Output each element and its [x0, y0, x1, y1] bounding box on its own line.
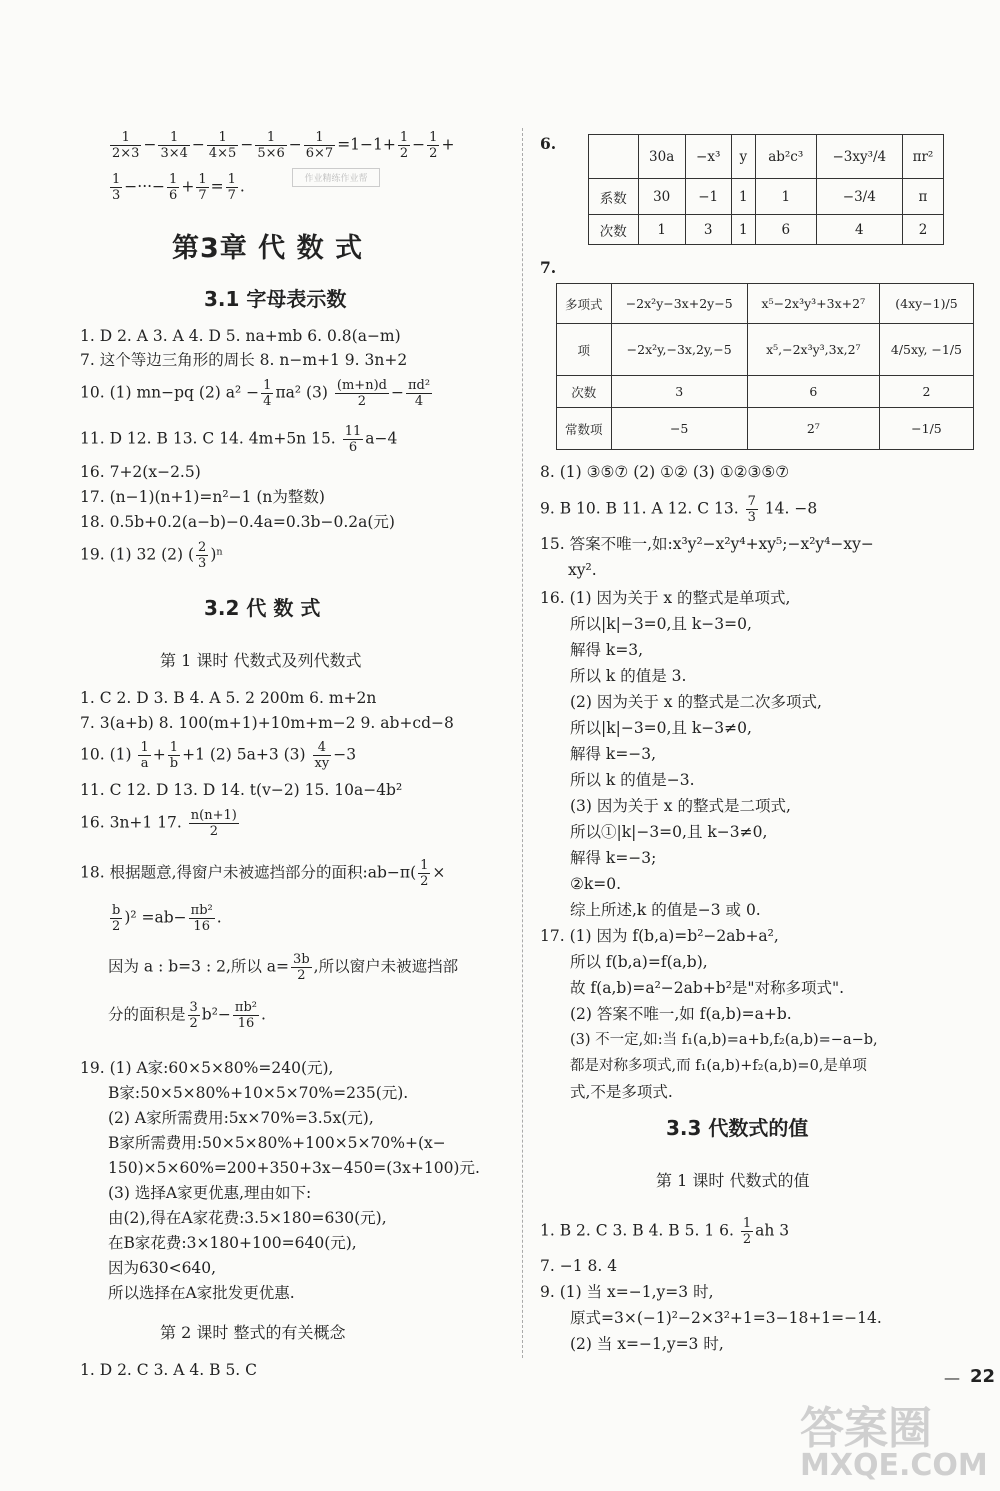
table-q7 — [556, 283, 974, 450]
answer-line: 都是对称多项式,而 f₁(a,b)+f₂(a,b)=0,是单项 — [570, 1058, 867, 1074]
answer-line: ②k=0. — [570, 875, 622, 893]
answer-line-18: 18. 根据题意,得窗户未被遮挡部分的面积:ab−π( $\frac{1}{2}$ × — [80, 858, 446, 889]
answer-line: 9. (1) 当 x=−1,y=3 时, — [540, 1283, 714, 1301]
column-divider — [522, 128, 523, 1358]
answer-line: 11. C 12. D 13. D 14. t(v−2) 15. 10a−4b² — [80, 781, 403, 799]
answer-line: 1. C 2. D 3. B 4. A 5. 2 200m 6. m+2n — [80, 689, 377, 707]
answer-line: 综上所述,k 的值是−3 或 0. — [570, 901, 761, 919]
answer-line: 解得 k=−3, — [570, 745, 657, 763]
answer-line-9: 9. B 10. B 11. A 12. C 13. $\frac{7}{3}$ 14. −8 — [540, 494, 818, 525]
answer-line: 150)×5×60%=200+350+3x−450=(3x+100)元. — [108, 1159, 480, 1177]
answer-line: 由(2),得在A家花费:3.5×180=630(元), — [108, 1209, 387, 1227]
table-q6 — [588, 134, 944, 245]
page-number: 22 — [970, 1366, 996, 1387]
table-cell: 30a — [638, 135, 685, 179]
answer-line-16: 16. (1) 因为关于 x 的整式是单项式, — [540, 589, 791, 607]
table-cell: 3 — [685, 215, 731, 245]
continuation-line-2: $\frac{1}{3}$ −···− $\frac{1}{6}$ + $\frac{1}{7}$ = $\frac{1}{7}$ . — [112, 172, 245, 203]
fraction: $\frac{1}{7}$ — [198, 172, 207, 203]
table-cell: πr² — [902, 135, 943, 179]
answer-line: 在B家花费:3×180+100=640(元), — [108, 1234, 357, 1252]
answer-line: (2) 答案不唯一,如 f(a,b)=a+b. — [570, 1005, 792, 1023]
answer-line: 所以|k|−3=0,且 k−3=0, — [570, 615, 752, 633]
fraction: $\frac{1}{3\times 4}$ — [160, 130, 188, 161]
answer-line: 8. (1) ③⑤⑦ (2) ①② (3) ①②③⑤⑦ — [540, 463, 790, 481]
table-cell: x⁵,−2x³y³,3x,2⁷ — [747, 324, 879, 376]
fraction: $\frac{1}{4\times 5}$ — [208, 130, 237, 161]
answer-line: 1. D 2. A 3. A 4. D 5. na+mb 6. 0.8(a−m) — [80, 327, 401, 345]
table-cell: 3 — [611, 376, 747, 408]
table-cell: 系数 — [589, 179, 639, 215]
answer-line: 所以 k 的值是 3. — [570, 667, 687, 685]
table-cell: 4 — [816, 215, 902, 245]
table-cell: y — [731, 135, 755, 179]
answer-line: 分的面积是 $\frac{3}{2}$ b²− $\frac{\text{πb²}}{16}$ . — [108, 1000, 266, 1031]
answer-line: 因为 a : b=3 : 2,所以 a= $\frac{3b}{2}$ ,所以窗户未被遮挡部 — [108, 952, 459, 983]
table-cell: x⁵−2x³y³+3x+2⁷ — [747, 284, 879, 324]
table-cell: 次数 — [557, 376, 612, 408]
section-title-3-1: 3.1 字母表示数 — [204, 287, 347, 311]
answer-line: 17. (n−1)(n+1)=n²−1 (n为整数) — [80, 488, 325, 506]
answer-line-10: 10. (1) mn−pq (2) a² − $\frac{1}{4}$ πa² (3) $\frac{(m+n)d}{2}$ − $\frac{\text{πd²}}{4}$ — [80, 378, 431, 409]
question-label: 7. — [540, 258, 557, 277]
lesson-title: 第 2 课时 整式的有关概念 — [160, 1323, 346, 1342]
chapter-title: 第3章 代 数 式 — [172, 233, 363, 264]
table-cell: −x³ — [685, 135, 731, 179]
answer-line: B家所需费用:50×5×80%+100×5×70%+(x− — [108, 1134, 446, 1152]
watermark-url: MXQE.COM — [800, 1448, 988, 1483]
answer-line: $\frac{b}{2}$ )² =ab− $\frac{\text{πb²}}{16}$ . — [112, 903, 222, 934]
table-cell — [589, 135, 639, 179]
table-cell: 次数 — [589, 215, 639, 245]
lesson-title: 第 1 课时 代数式及列代数式 — [160, 651, 362, 670]
table-cell: 常数项 — [557, 408, 612, 450]
table-cell: 6 — [755, 215, 816, 245]
question-label: 6. — [540, 134, 557, 153]
answer-line: (3) 因为关于 x 的整式是二项式, — [570, 797, 791, 815]
table-cell: 6 — [747, 376, 879, 408]
answer-line: 因为630<640, — [108, 1259, 217, 1277]
page-number-dash: — — [944, 1368, 960, 1387]
answer-line: (3) 选择A家更优惠,理由如下: — [108, 1184, 312, 1202]
continuation-line-1: $\frac{1}{2\times 3}$ − $\frac{1}{3\times 4}$ − $\frac{1}{4\times 5}$ − $\frac{1}{5\times 6}$ − $\frac{1}{6\times 7}$ =1−1+ $\frac{1}{2}$ − $\frac{1}{2}$ + — [112, 130, 455, 161]
table-cell: −3/4 — [816, 179, 902, 215]
answer-line: 18. 0.5b+0.2(a−b)−0.4a=0.3b−0.2a(元) — [80, 513, 395, 531]
answer-line: (2) 当 x=−1,y=3 时, — [570, 1335, 724, 1353]
answer-line: 原式=3×(−1)²−2×3²+1=3−18+1=−14. — [570, 1309, 882, 1327]
fraction: $\frac{1}{6}$ — [169, 172, 178, 203]
table-cell: −2x²y−3x+2y−5 — [611, 284, 747, 324]
table-cell: −2x²y,−3x,2y,−5 — [611, 324, 747, 376]
answer-line: 所以 k 的值是−3. — [570, 771, 695, 789]
section-title-3-2: 3.2 代 数 式 — [204, 596, 321, 620]
answer-line-16: 16. 3n+1 17. $\frac{n(n+1)}{2}$ — [80, 808, 237, 839]
table-cell: 1 — [731, 215, 755, 245]
watermark-logo: 答案圈 — [800, 1403, 932, 1454]
answer-line: xy². — [568, 561, 597, 579]
answer-line-11: 11. D 12. B 13. C 14. 4m+5n 15. $\frac{11}{6}$ a−4 — [80, 424, 398, 455]
answer-line-15: 15. 答案不唯一,如:x³y²−x²y⁴+xy⁵;−x²y⁴−xy− — [540, 535, 874, 553]
stamp-seal: 作业精练作业帮 — [292, 168, 380, 187]
lesson-title: 第 1 课时 代数式的值 — [656, 1171, 810, 1190]
table-cell: 2⁷ — [747, 408, 879, 450]
table-cell: −5 — [611, 408, 747, 450]
fraction: $\frac{1}{7}$ — [227, 172, 236, 203]
table-cell: −3xy³/4 — [816, 135, 902, 179]
table-cell: −1/5 — [879, 408, 973, 450]
answer-line: 16. 7+2(x−2.5) — [80, 463, 201, 481]
answer-line: 1. B 2. C 3. B 4. B 5. 1 6. $\frac{1}{2}$ ah 3 — [540, 1216, 790, 1247]
table-cell: π — [902, 179, 943, 215]
table-cell: −1 — [685, 179, 731, 215]
table-cell: 30 — [638, 179, 685, 215]
fraction: $\frac{1}{2}$ — [429, 130, 438, 161]
answer-line: 解得 k=3, — [570, 641, 644, 659]
table-cell: 项 — [557, 324, 612, 376]
table-cell: 2 — [902, 215, 943, 245]
answer-line: (3) 不一定,如:当 f₁(a,b)=a+b,f₂(a,b)=−a−b, — [570, 1032, 878, 1048]
answer-line: 故 f(a,b)=a²−2ab+b²是"对称多项式". — [570, 979, 845, 997]
table-cell: 1 — [731, 179, 755, 215]
section-title-3-3: 3.3 代数式的值 — [666, 1116, 809, 1140]
answer-line: 解得 k=−3; — [570, 849, 657, 867]
answer-line-19: 19. (1) 32 (2) ( $\frac{2}{3}$ )ⁿ — [80, 540, 224, 571]
answer-line: 7. 3(a+b) 8. 100(m+1)+10m+m−2 9. ab+cd−8 — [80, 714, 454, 732]
table-cell: (4xy−1)/5 — [879, 284, 973, 324]
table-cell: 4/5xy, −1/5 — [879, 324, 973, 376]
answer-line: 1. D 2. C 3. A 4. B 5. C — [80, 1361, 258, 1379]
answer-line: (2) 因为关于 x 的整式是二次多项式, — [570, 693, 822, 711]
table-cell: 1 — [755, 179, 816, 215]
answer-line: B家:50×5×80%+10×5×70%=235(元). — [108, 1084, 409, 1102]
answer-line: 7. −1 8. 4 — [540, 1257, 618, 1275]
answer-line-10: 10. (1) $\frac{1}{a}$ + $\frac{1}{b}$ +1 (2) 5a+3 (3) $\frac{4}{xy}$ −3 — [80, 740, 357, 771]
table-cell: ab²c³ — [755, 135, 816, 179]
answer-line: 所以|k|−3=0,且 k−3≠0, — [570, 719, 752, 737]
answer-line: (2) A家所需费用:5x×70%=3.5x(元), — [108, 1109, 374, 1127]
answer-line-17: 17. (1) 因为 f(b,a)=b²−2ab+a², — [540, 927, 779, 945]
table-cell: 1 — [638, 215, 685, 245]
answer-line: 7. 这个等边三角形的周长 8. n−m+1 9. 3n+2 — [80, 351, 408, 369]
table-cell: 2 — [879, 376, 973, 408]
answer-line: 所以①|k|−3=0,且 k−3≠0, — [570, 823, 768, 841]
fraction: $\frac{1}{2\times 3}$ — [112, 130, 140, 161]
fraction: $\frac{1}{5\times 6}$ — [257, 130, 285, 161]
answer-line: 所以 f(b,a)=f(a,b), — [570, 953, 708, 971]
answer-line: 式,不是多项式. — [570, 1083, 673, 1101]
fraction: $\frac{1}{2}$ — [399, 130, 409, 161]
table-cell: 多项式 — [557, 284, 612, 324]
fraction: $\frac{1}{3}$ — [112, 172, 121, 203]
answer-line: 所以选择在A家批发更优惠. — [108, 1284, 295, 1302]
answer-line-19-1: 19. (1) A家:60×5×80%=240(元), — [80, 1059, 334, 1077]
fraction: $\frac{1}{6\times 7}$ — [305, 130, 334, 161]
